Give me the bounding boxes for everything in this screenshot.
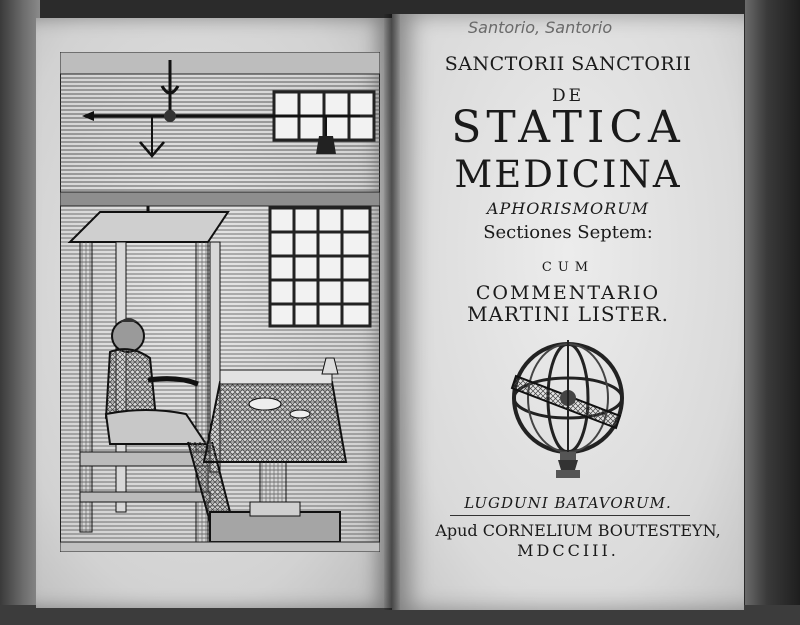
imprint-year: MDCCIII. <box>517 541 619 560</box>
handwritten-note: Santorio, Santorio <box>468 18 613 37</box>
subtitle-cum: CUM <box>541 260 595 275</box>
title-medicina: MEDICINA <box>454 153 682 196</box>
subtitle-aphorismorum: APHORISMORUM <box>486 199 650 218</box>
subtitle-sectiones: Sectiones Septem: <box>483 222 653 243</box>
imprint-place: LUGDUNI BATAVORUM. <box>464 494 672 512</box>
title-preposition: DE <box>551 86 585 106</box>
dining-table <box>204 358 346 542</box>
imprint-printer: Apud CORNELIUM BOUTESTEYN, <box>435 521 721 540</box>
commentator-name: MARTINI LISTER. <box>467 302 669 326</box>
imprint-rule <box>450 515 690 516</box>
title-statica: STATICA <box>451 102 685 153</box>
frontispiece-engraving <box>60 52 380 552</box>
armillary-sphere-device <box>498 336 638 486</box>
book-cover-right <box>745 0 800 625</box>
lower-window <box>270 208 370 326</box>
book-cover-left <box>0 0 40 625</box>
subtitle-commentario: COMMENTARIO <box>475 282 661 304</box>
author-name: SANCTORII SANCTORII <box>444 53 692 75</box>
